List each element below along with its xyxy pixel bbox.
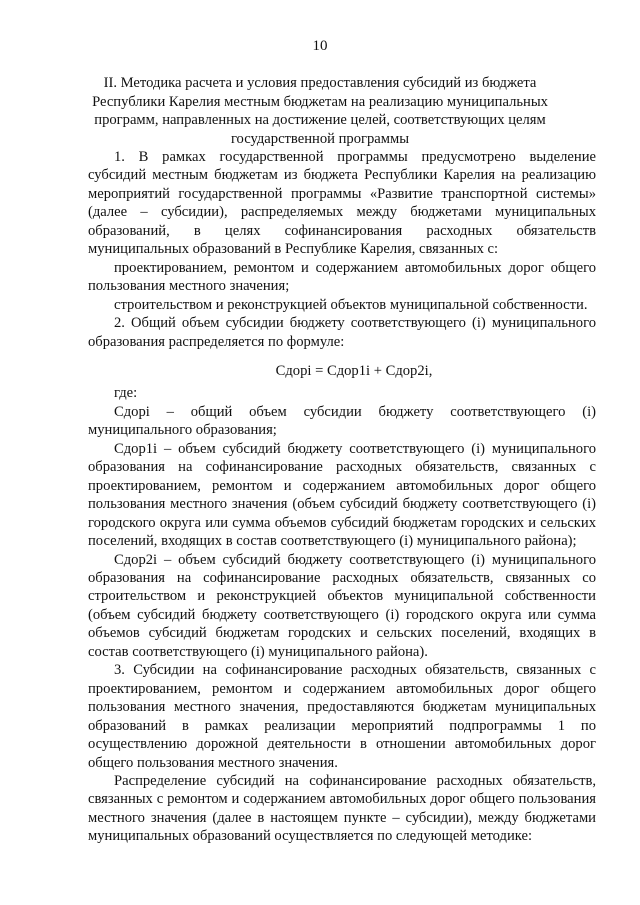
paragraph-construction: строительством и реконструкцией объектов муниципальной собственности. [114,296,588,313]
heading-line: Республики Карелия местным бюджетам на реализацию муниципальных [92,93,548,110]
section-heading [88,74,552,148]
paragraph-design-repair: проектированием, ремонтом и содержанием автомобильных дорог общего пользования местного значения; [88,259,596,295]
definition-part-1: Сдор1i – объем субсидий бюджету соответствующего (i) муниципального образования на софинансирование расходных обязательств, связанных с проектированием, ремонтом и содержанием автомобильных дорог общего пользования местного значения (объем субсидий бюджету соответствующего (i) городского округа или сумма объемов субсидий бюджетам городских и сельских поселений, входящих в состав соответствующего (i) муниципального района); [88,440,596,550]
paragraph-item-3: 3. Субсидии на софинансирование расходных обязательств, связанных с проектированием, ремонтом и содержанием автомобильных дорог общего пользования местного значения, предоставляются бюджетам муниципальных образований в рамках реализации мероприятий подпрограммы 1 по осуществлению дорожной деятельности в отношении автомобильных дорог общего пользования местного значения. [88,662,596,771]
document-body [88,148,596,846]
where-label: где: [114,385,138,402]
formula: Сдорi = Сдор1i + Сдор2i, [275,362,433,379]
definition-part-2: Сдор2i – объем субсидий бюджету соответствующего (i) муниципального образования на софинансирование расходных обязательств, связанных со строительством и реконструкцией объектов муниципальной собственности (объем субсидий бюджету соответствующего (i) городского округа или сумма объемов субсидий бюджетам городских и сельских поселений, входящих в состав соответствующего (i) муниципального района). [88,551,596,660]
paragraph-item-1: 1. В рамках государственной программы предусмотрено выделение субсидий местным бюджетам из бюджета Республики Карелия на реализацию мероприятий государственной программы «Развитие транспортной системы» (далее – субсидии), распределяемых между бюджетами муниципальных образований, в целях софинансирования расходных обязательств муниципальных образований в Республике Карелия, связанных с: [88,149,596,258]
paragraph-item-2: 2. Общий объем субсидии бюджету соответствующего (i) муниципального образования распределяется по формуле: [88,315,596,350]
heading-line: программ, направленных на достижение целей, соответствующих целям [94,112,546,129]
heading-line: II. Методика расчета и условия предоставления субсидий из бюджета [103,75,537,91]
paragraph-distribution: Распределение субсидий на софинансирование расходных обязательств, связанных с ремонтом и содержанием автомобильных дорог общего пользования местного значения (далее в настоящем пункте – субсидии), между бюджетами муниципальных образований осуществляется по следующей методике: [88,772,596,845]
page-number: 10 [312,38,328,54]
definition-total: Сдорi – общий объем субсидии бюджету соответствующего (i) муниципального образования; [88,403,596,439]
heading-line: государственной программы [230,130,410,147]
